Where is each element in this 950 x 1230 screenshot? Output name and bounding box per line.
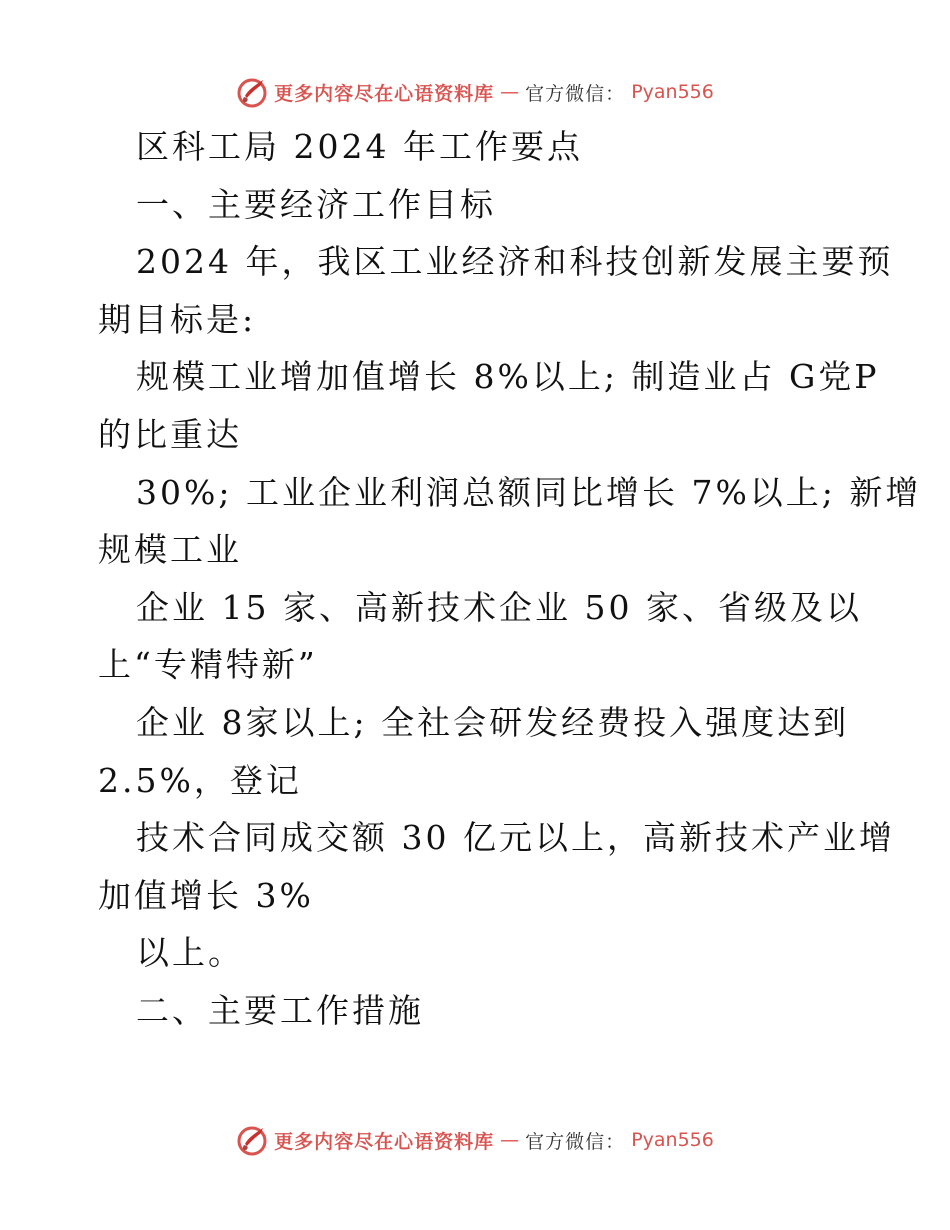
- paragraph-line: 2.5%，登记: [98, 760, 302, 800]
- banner-wechat-id: Pyan556: [631, 81, 714, 103]
- document-title: 区科工局 2024 年工作要点: [136, 127, 583, 166]
- paragraph-line: 企业 15 家、高新技术企业 50 家、省级及以: [136, 587, 862, 627]
- paragraph-line: 技术合同成交额 30 亿元以上，高新技术产业增: [136, 818, 895, 858]
- banner-wechat-label: 官方微信：: [525, 82, 626, 105]
- banner-wechat-id: Pyan556: [631, 1129, 714, 1151]
- paragraph-line: 30%; 工业企业利润总额同比增长 7%以上; 新增: [136, 472, 922, 512]
- banner-wechat-label: 官方微信：: [525, 1130, 626, 1153]
- footer-banner: [0, 1120, 950, 1160]
- paragraph-line: 的比重达: [98, 414, 242, 454]
- paragraph-line: 期目标是:: [98, 299, 257, 339]
- section-heading-1: 一、主要经济工作目标: [136, 184, 496, 224]
- paragraph-line: 2024 年，我区工业经济和科技创新发展主要预: [136, 242, 894, 282]
- paragraph-line: 规模工业增加值增长 8%以上; 制造业占 G党P: [136, 357, 880, 397]
- paragraph-line: 以上。: [136, 933, 244, 973]
- paragraph-line: 加值增长 3%: [98, 875, 314, 915]
- banner-title: 更多内容尽在心语资料库: [274, 1130, 495, 1153]
- section-heading-2: 二、主要工作措施: [136, 990, 424, 1030]
- brush-logo-icon: [236, 76, 268, 108]
- document-body: [98, 118, 922, 1040]
- paragraph-line: 企业 8家以上; 全社会研发经费投入强度达到: [136, 702, 850, 742]
- paragraph-line: 规模工业: [98, 530, 242, 570]
- banner-separator: —: [500, 1129, 520, 1151]
- paragraph-line: 上“专精特新”: [98, 645, 318, 685]
- banner-separator: —: [500, 81, 520, 103]
- brush-logo-icon: [236, 1124, 268, 1156]
- header-banner: [0, 72, 950, 112]
- banner-title: 更多内容尽在心语资料库: [274, 82, 495, 105]
